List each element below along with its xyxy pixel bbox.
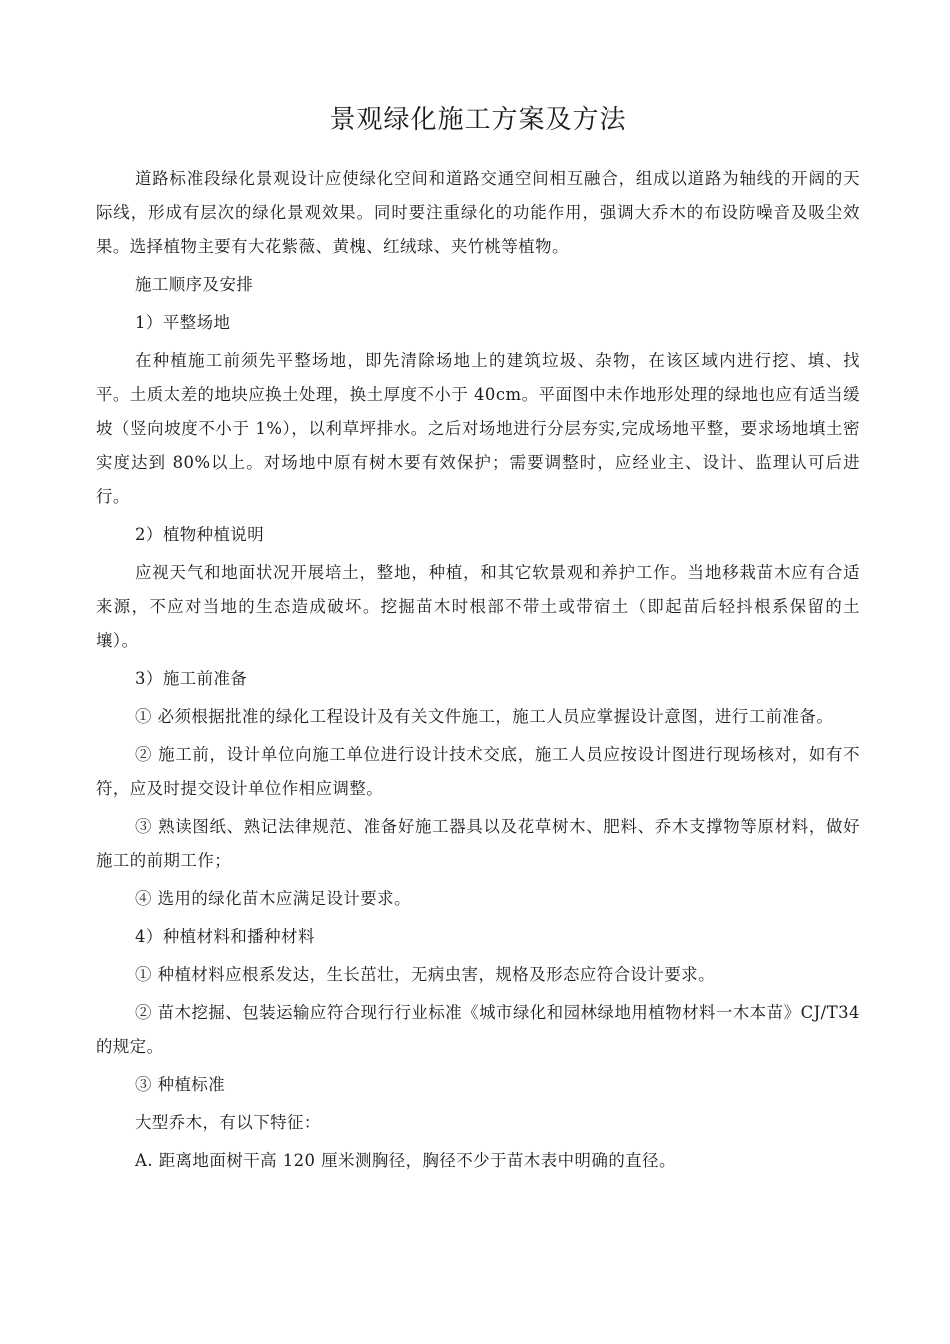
s4-item-3: ③ 种植标准 bbox=[135, 1075, 226, 1094]
s1-body: 在种植施工前须先平整场地，即先清除场地上的建筑垃圾、杂物，在该区域内进行挖、填、找平。土质太差的地块应换土处理，换土厚度不小于 40cm。平面图中未作地形处理的绿地也应有适当缓坡（竖向坡度不小于 1%），以利草坪排水。之后对场地进行分层夯实,完成场地平整，要求场地填土密实度达到 80%以上。对场地中原有树木要有效保护；需要调整时，应经业主、设计、监理认可后进行。 bbox=[96, 351, 860, 506]
s2-heading: 2）植物种植说明 bbox=[135, 525, 265, 544]
s1-heading: 1）平整场地 bbox=[135, 313, 231, 332]
s3-item-1: ① 必须根据批准的绿化工程设计及有关文件施工，施工人员应掌握设计意图，进行工前准备。 bbox=[135, 707, 834, 726]
s3-heading: 3）施工前准备 bbox=[135, 669, 248, 688]
intro-paragraph: 道路标准段绿化景观设计应使绿化空间和道路交通空间相互融合，组成以道路为轴线的开阔的天际线，形成有层次的绿化景观效果。同时要注重绿化的功能作用，强调大乔木的布设防噪音及吸尘效果。选择植物主要有大花紫薇、黄槐、红绒球、夹竹桃等植物。 bbox=[96, 169, 860, 256]
s4-item-1: ① 种植材料应根系发达，生长茁壮，无病虫害，规格及形态应符合设计要求。 bbox=[135, 965, 715, 984]
s4-heading: 4）种植材料和播种材料 bbox=[135, 927, 315, 946]
s3-item-2: ② 施工前，设计单位向施工单位进行设计技术交底，施工人员应按设计图进行现场核对，如有不符，应及时提交设计单位作相应调整。 bbox=[96, 745, 860, 798]
page-title: 景观绿化施工方案及方法 bbox=[329, 105, 627, 135]
s3-item-4: ④ 选用的绿化苗木应满足设计要求。 bbox=[135, 889, 411, 908]
s4-item-2: ② 苗木挖掘、包装运输应符合现行行业标准《城市绿化和园林绿地用植物材料一木本苗》CJ/T34 的规定。 bbox=[96, 1003, 860, 1056]
s2-body: 应视天气和地面状况开展培土，整地，种植，和其它软景观和养护工作。当地移栽苗木应有合适来源，不应对当地的生态造成破坏。挖掘苗木时根部不带土或带宿土（即起苗后轻抖根系保留的土壤）。 bbox=[96, 563, 860, 650]
s3-item-3: ③ 熟读图纸、熟记法律规范、准备好施工器具以及花草树木、肥料、乔木支撑物等原材料，做好施工的前期工作； bbox=[96, 817, 860, 870]
s4-sub-heading: 大型乔木，有以下特征： bbox=[135, 1113, 321, 1132]
document-page bbox=[96, 100, 860, 1182]
s4-point-a: A. 距离地面树干高 120 厘米测胸径，胸径不少于苗木表中明确的直径。 bbox=[135, 1151, 676, 1170]
section-heading: 施工顺序及安排 bbox=[135, 275, 254, 294]
